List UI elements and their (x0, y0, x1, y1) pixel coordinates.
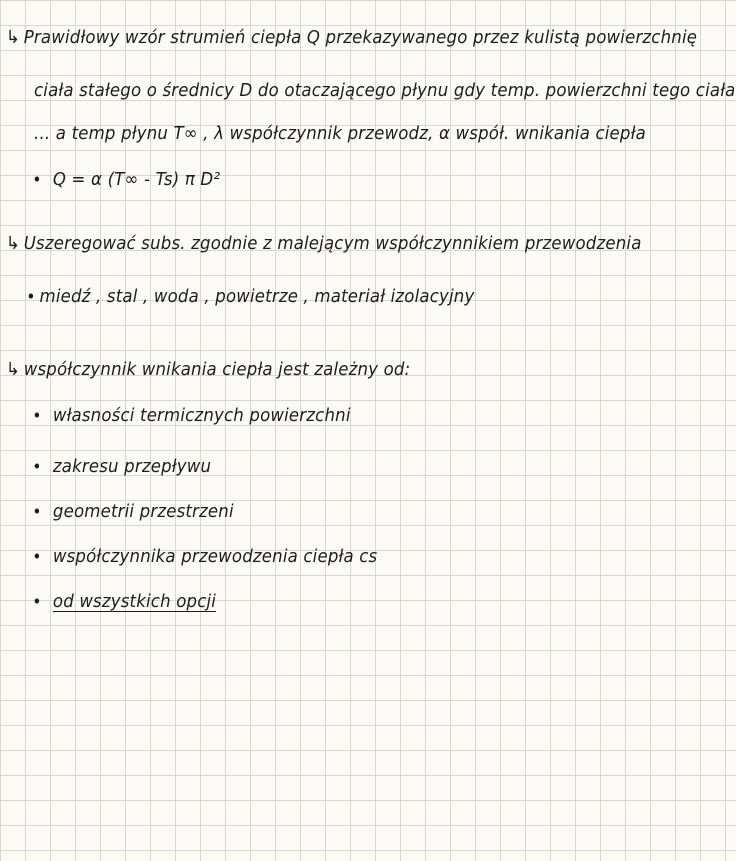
list-item (34, 590, 216, 614)
note-line (6, 26, 697, 50)
formula-text: Q = α (T∞ - Ts) π D² (52, 169, 221, 190)
note-line (6, 358, 410, 382)
arrow-icon: ↳ (6, 233, 21, 254)
note-text: ciała stałego o średnicy D do otaczającego płynu gdy temp. powierzchni tego ciała (34, 80, 736, 101)
list-item-text: własności termicznych powierzchni (52, 405, 351, 426)
list-item (34, 455, 211, 479)
note-text: Prawidłowy wzór strumień ciepła Q przekazywanego przez kulistą powierzchnię (23, 27, 698, 48)
bullet-icon: • (34, 546, 40, 567)
note-line (6, 232, 642, 256)
bullet-icon: • (34, 501, 40, 522)
list-item (34, 545, 377, 569)
bullet-icon: • (28, 286, 34, 307)
arrow-icon: ↳ (6, 27, 21, 48)
bullet-icon: • (34, 456, 40, 477)
note-text: współczynnik wnikania ciepła jest zależny od: (23, 359, 411, 380)
list-item-text: współczynnika przewodzenia ciepła cs (52, 546, 378, 567)
bullet-icon: • (34, 169, 40, 190)
list-item-text: miedź , stal , woda , powietrze , materiał izolacyjny (39, 286, 475, 307)
list-item-text: od wszystkich opcji (52, 591, 217, 612)
formula-line (34, 168, 220, 192)
bullet-icon: • (34, 405, 40, 426)
note-text: ... a temp płynu T∞ , λ współczynnik przewodz, α współ. wnikania ciepła (34, 123, 646, 144)
note-line (34, 122, 646, 146)
list-item (28, 285, 474, 309)
note-line (34, 79, 735, 103)
list-item (34, 500, 234, 524)
list-item-text: geometrii przestrzeni (52, 501, 234, 522)
bullet-icon: • (34, 591, 40, 612)
list-item (34, 404, 351, 428)
list-item-text: zakresu przepływu (52, 456, 212, 477)
arrow-icon: ↳ (6, 359, 21, 380)
note-text: Uszeregować subs. zgodnie z malejącym współczynnikiem przewodzenia (23, 233, 642, 254)
